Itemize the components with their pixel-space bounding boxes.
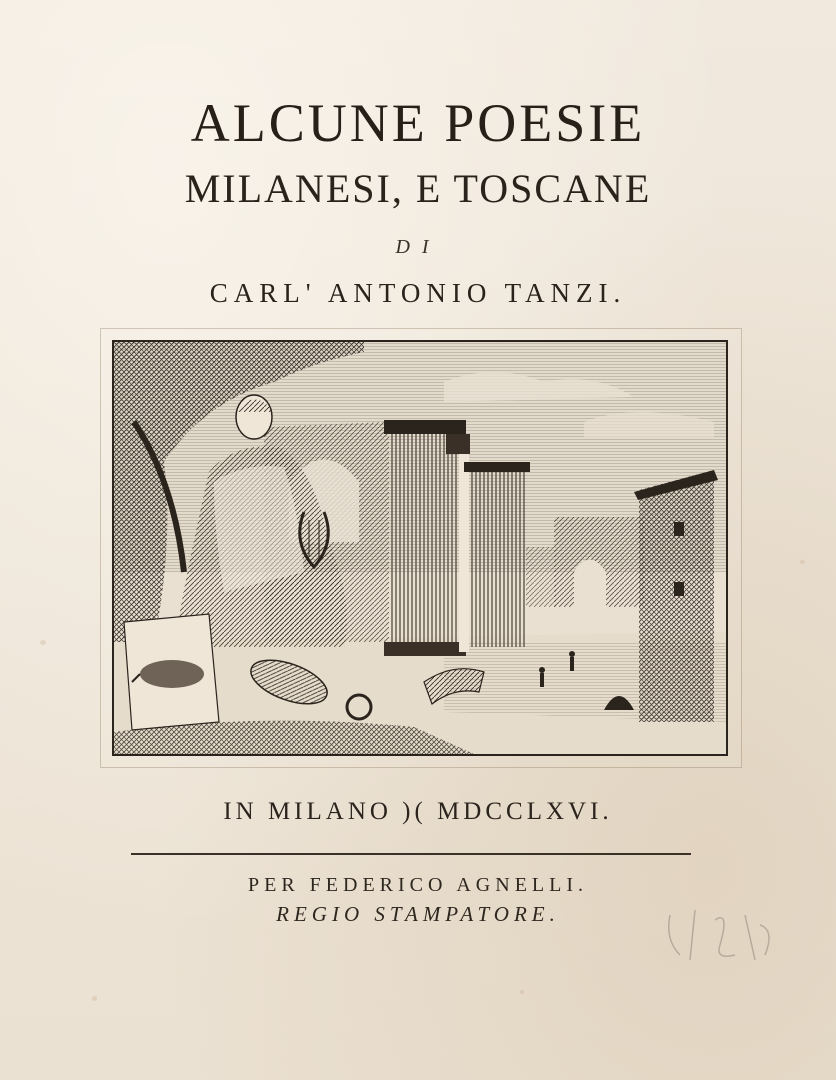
foxing-spot — [40, 640, 46, 645]
printer-name: PER FEDERICO AGNELLI. — [248, 874, 588, 896]
title-line-2: MILANESI, E TOSCANE — [184, 166, 652, 211]
author-name: CARL' ANTONIO TANZI. — [209, 278, 627, 308]
horizontal-rule — [131, 853, 691, 855]
pencil-annotation — [660, 900, 780, 980]
temple-colonnade — [389, 424, 459, 654]
imprint-place-date: IN MILANO )( MDCCLXVI. — [223, 798, 613, 825]
by-label: DI — [395, 236, 441, 258]
printer-title: REGIO STAMPATORE. — [276, 902, 560, 926]
foxing-spot — [92, 996, 97, 1001]
engraving-illustration — [112, 340, 728, 756]
foxing-spot — [800, 560, 805, 564]
foxing-spot — [520, 990, 524, 994]
temple-colonnade-2 — [469, 467, 527, 647]
title-line-1: ALCUNE POESIE — [190, 93, 646, 153]
